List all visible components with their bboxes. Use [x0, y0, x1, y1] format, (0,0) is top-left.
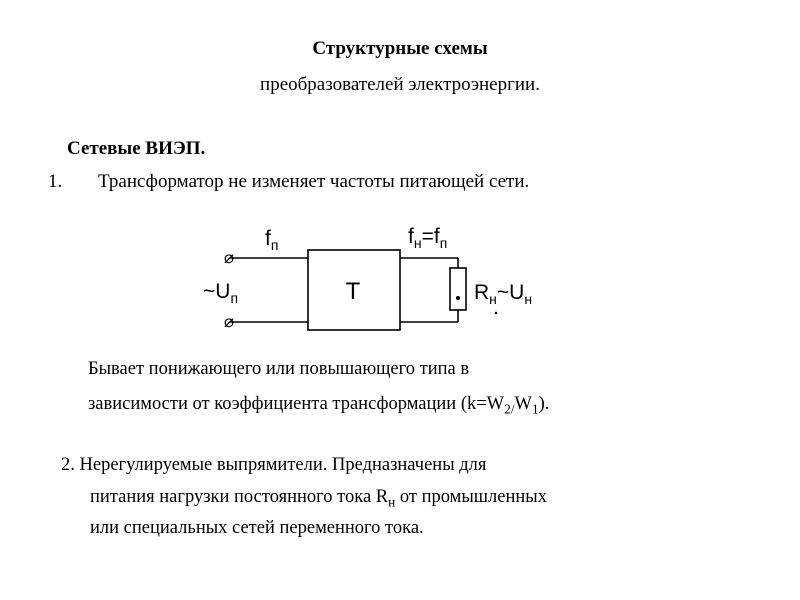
transformer-block	[308, 250, 400, 330]
load-dot	[456, 296, 460, 300]
input-voltage-label: $\sim U_п$	[203, 280, 239, 306]
paragraph2-line1: 2. Нерегулируемые выпрямители. Предназначены для	[61, 455, 487, 475]
list-item-number: 1.	[48, 171, 63, 192]
transformer-block-label: T	[345, 278, 361, 305]
list-item-text: Трансформатор не изменяет частоты питающей сети.	[98, 171, 530, 192]
load-voltage-label: $R_н\sim U_н$	[474, 281, 533, 307]
input-terminal-bottom: ⌀	[223, 312, 235, 331]
paragraph2-line2: питания нагрузки постоянного тока $R_н$ от промышленных	[90, 487, 547, 510]
paragraph2-line3: или специальных сетей переменного тока.	[90, 518, 424, 538]
output-frequency-label: $f_н=f_п$	[408, 225, 448, 251]
paragraph1-line1: Бывает понижающего или повышающего типа в	[88, 359, 470, 379]
slide-subtitle: преобразователей электроэнергии.	[260, 74, 540, 95]
input-frequency-label: $f_п$	[265, 227, 279, 253]
load-resistor	[450, 268, 466, 310]
input-terminal-top: ⌀	[223, 248, 235, 267]
load-dot-small	[495, 312, 497, 314]
section-heading: Сетевые ВИЭП.	[67, 138, 206, 159]
slide-title: Структурные схемы	[312, 38, 488, 59]
paragraph1-line2: зависимости от коэффициента трансформации $(k=W_{2/}W_1)$.	[88, 394, 550, 417]
